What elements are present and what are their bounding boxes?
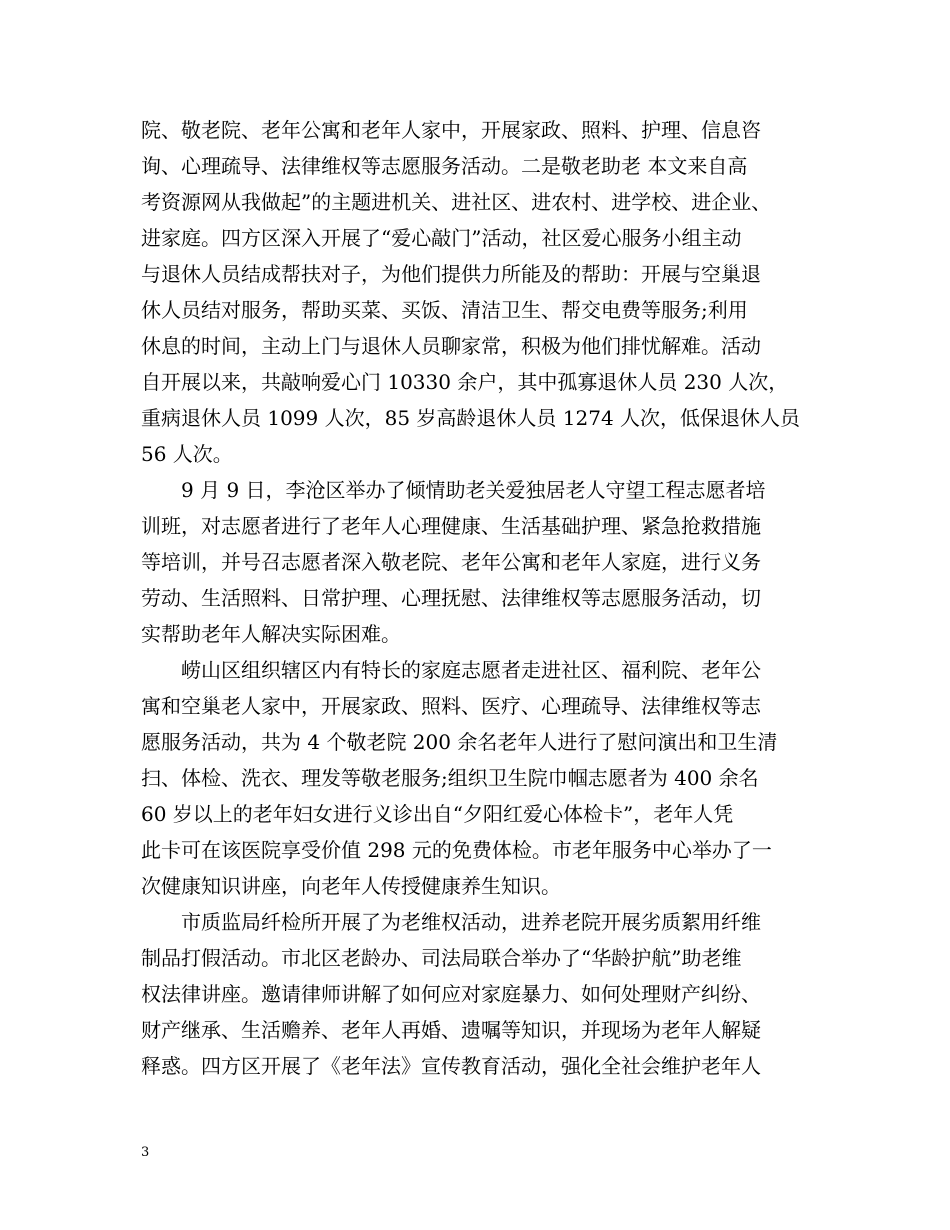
text-line: 考资源网从我做起”的主题进机关、进社区、进农村、进学校、进企业、 <box>141 190 772 214</box>
paragraph-first-line: 崂山区组织辖区内有特长的家庭志愿者走进社区、福利院、老年公 <box>181 658 761 682</box>
text-line: 院、敬老院、老年公寓和老年人家中，开展家政、照料、护理、信息咨 <box>141 118 761 142</box>
text-line: 实帮助老年人解决实际困难。 <box>141 622 401 646</box>
text-line: 60 岁以上的老年妇女进行义诊出自“夕阳红爱心体检卡”，老年人凭 <box>141 802 734 826</box>
text-line: 自开展以来，共敲响爱心门 10330 余户，其中孤寡退休人员 230 人次， <box>141 370 789 394</box>
text-line: 权法律讲座。邀请律师讲解了如何应对家庭暴力、如何处理财产纠纷、 <box>141 982 761 1006</box>
text-line: 休息的时间，主动上门与退休人员聊家常，积极为他们排忧解难。活动 <box>141 334 761 358</box>
text-line: 愿服务活动，共为 4 个敬老院 200 余名老年人进行了慰问演出和卫生清 <box>141 730 778 754</box>
text-line: 此卡可在该医院享受价值 298 元的免费体检。市老年服务中心举办了一 <box>141 838 772 862</box>
text-line: 56 人次。 <box>141 442 233 466</box>
text-line: 询、心理疏导、法律维权等志愿服务活动。二是敬老助老 本文来自高 <box>141 154 748 178</box>
text-line: 重病退休人员 1099 人次，85 岁高龄退休人员 1274 人次，低保退休人员 <box>141 406 801 430</box>
text-line: 与退休人员结成帮扶对子，为他们提供力所能及的帮助：开展与空巢退 <box>141 262 761 286</box>
text-line: 扫、体检、洗衣、理发等敬老服务;组织卫生院巾帼志愿者为 400 余名 <box>141 766 759 790</box>
text-line: 寓和空巢老人家中，开展家政、照料、医疗、心理疏导、法律维权等志 <box>141 694 761 718</box>
text-line: 训班，对志愿者进行了老年人心理健康、生活基础护理、紧急抢救措施 <box>141 514 761 538</box>
text-line: 等培训，并号召志愿者深入敬老院、老年公寓和老年人家庭，进行义务 <box>141 550 761 574</box>
paragraph-first-line: 市质监局纤检所开展了为老维权活动，进养老院开展劣质絮用纤维 <box>181 910 761 934</box>
document-body <box>141 112 827 1084</box>
text-line: 进家庭。四方区深入开展了“爱心敲门”活动，社区爱心服务小组主动 <box>141 226 742 250</box>
text-line: 次健康知识讲座，向老年人传授健康养生知识。 <box>141 874 561 898</box>
text-line: 释惑。四方区开展了《老年法》宣传教育活动，强化全社会维护老年人 <box>141 1054 761 1078</box>
page-number: 3 <box>141 1145 150 1160</box>
paragraph-first-line: 9 月 9 日，李沧区举办了倾情助老关爱独居老人守望工程志愿者培 <box>181 478 766 502</box>
text-line: 劳动、生活照料、日常护理、心理抚慰、法律维权等志愿服务活动，切 <box>141 586 761 610</box>
text-line: 制品打假活动。市北区老龄办、司法局联合举办了“华龄护航”助老维 <box>141 946 742 970</box>
text-line: 财产继承、生活赡养、老年人再婚、遗嘱等知识，并现场为老年人解疑 <box>141 1018 761 1042</box>
text-line: 休人员结对服务，帮助买菜、买饭、清洁卫生、帮交电费等服务;利用 <box>141 298 748 322</box>
